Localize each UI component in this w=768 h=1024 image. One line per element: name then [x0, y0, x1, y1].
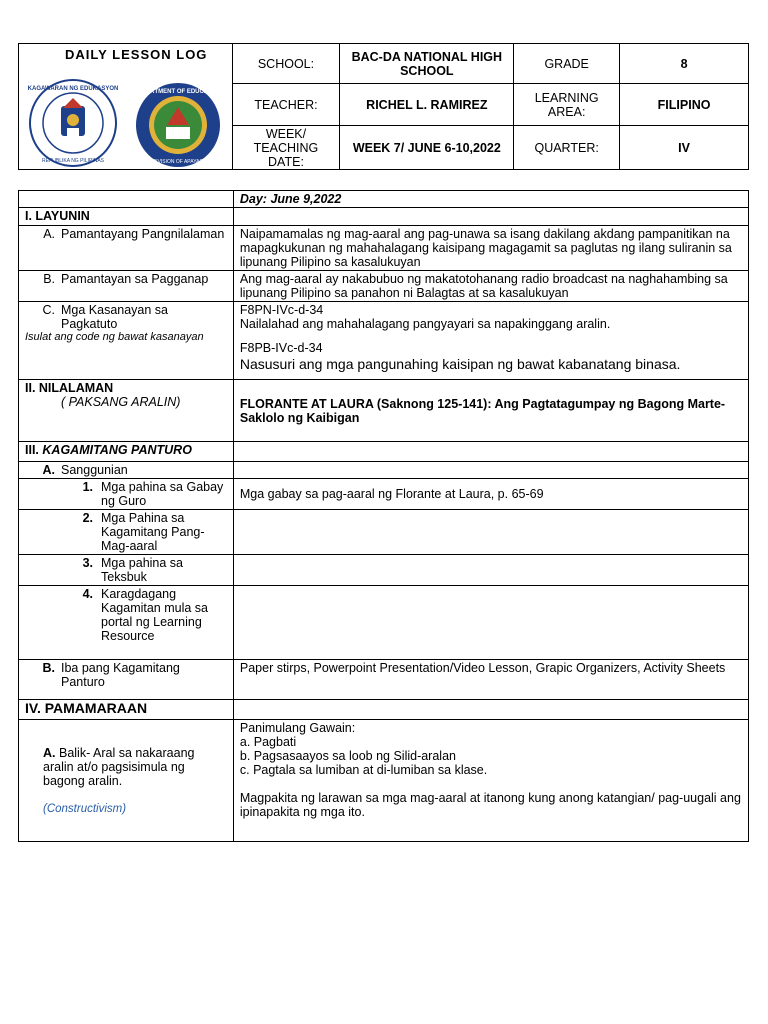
row-balik-aral: A. Balik- Aral sa nakaraang aralin at/o pagsisimula ng bagong aralin. (Constructivism) [19, 720, 234, 842]
week-value: WEEK 7/ JUNE 6-10,2022 [340, 126, 514, 170]
iba-pang-text: Paper stirps, Powerpoint Presentation/Video Lesson, Grapic Organizers, Activity Sheets [233, 660, 748, 700]
grade-label: GRADE [514, 44, 620, 84]
quarter-label: QUARTER: [514, 126, 620, 170]
section-pamamaraan: IV. PAMAMARAAN [19, 700, 234, 720]
row-resource-1: 1. Mga pahina sa Gabay ng Guro [19, 479, 234, 510]
section-kagamitan: III. KAGAMITANG PANTURO [19, 442, 234, 462]
page-title: DAILY LESSON LOG [65, 47, 208, 62]
quarter-value: IV [620, 126, 749, 170]
logo-cell [19, 44, 233, 170]
svg-text:DEPARTMENT OF EDUCATION: DEPARTMENT OF EDUCATION [133, 89, 223, 95]
empty-cell [233, 442, 748, 462]
row-text-a: Naipamamalas ng mag-aaral ang pag-unawa sa isang dakilang akdang pampanitikan na mapagkukunan ng mahahalagang kaisipang magagamit sa paglutas ng ilang suliranin sa lipunang Pilipino sa kasalukuyan [233, 226, 748, 271]
row-resource-2: 2. Mga Pahina sa Kagamitang Pang-Mag-aaral [19, 510, 234, 555]
resource-1-text: Mga gabay sa pag-aaral ng Florante at Laura, p. 65-69 [233, 479, 748, 510]
division-seal-icon [133, 81, 223, 169]
competency-2: Nasusuri ang mga pangunahing kaisipan ng bawat kabanatang binasa. [239, 356, 681, 372]
code-2: F8PB-IVc-d-34 [239, 341, 323, 355]
area-label: LEARNING AREA: [514, 84, 620, 126]
row-sanggunian: A. Sanggunian [19, 462, 234, 479]
header-table [18, 43, 749, 170]
row-label-a: A. Pamantayang Pangnilalaman [19, 226, 234, 271]
empty-cell [233, 208, 748, 226]
empty-cell [233, 510, 748, 555]
row-text-c [233, 302, 748, 380]
lesson-day: Day: June 9,2022 [233, 191, 748, 208]
week-label: WEEK/ TEACHING DATE: [232, 126, 340, 170]
teacher-value: RICHEL L. RAMIREZ [340, 84, 514, 126]
row-note-c: Isulat ang code ng bawat kasanayan [25, 331, 204, 343]
empty-cell [19, 191, 234, 208]
constructivism-note: (Constructivism) [43, 802, 127, 815]
topic-text: FLORANTE AT LAURA (Saknong 125-141): Ang Pagtatagumpay ng Bagong Marte-Saklolo ng Kaibigan [233, 380, 748, 442]
section-layunin: I. LAYUNIN [19, 208, 234, 226]
row-text-b: Ang mag-aaral ay nakabubuo ng makatotohanang radio broadcast na naghahambing sa lipunang Pilipino sa panahon ni Balagtas at sa kasalukuyan [233, 271, 748, 302]
area-value: FILIPINO [620, 84, 749, 126]
empty-cell [233, 586, 748, 660]
school-value: BAC-DA NATIONAL HIGH SCHOOL [340, 44, 514, 84]
deped-seal-icon [25, 78, 121, 168]
competency-1: Nailalahad ang mahahalagang pangyayari sa napakinggang aralin. [239, 317, 611, 331]
grade-value: 8 [620, 44, 749, 84]
svg-text:REPUBLIKA NG PILIPINAS: REPUBLIKA NG PILIPINAS [42, 158, 104, 164]
row-resource-3: 3. Mga pahina sa Teksbuk [19, 555, 234, 586]
row-label-c: C. Mga Kasanayan sa Pagkatuto Isulat ang code ng bawat kasanayan [19, 302, 234, 380]
svg-text:DIVISION OF APAYAO: DIVISION OF APAYAO [152, 159, 204, 165]
lesson-table [18, 190, 749, 842]
svg-text:KAGAWARAN NG EDUKASYON: KAGAWARAN NG EDUKASYON [27, 86, 119, 92]
balik-aral-text: Panimulang Gawain: a. Pagbati b. Pagsasaayos sa loob ng Silid-aralan c. Pagtala sa lumiban at di-lumiban sa klase. Magpakita ng larawan sa mga mag-aaral at itanong kung anong katangian/ pag-uugali ang ipinapakita ng mga ito. [233, 720, 748, 842]
row-label-b: B. Pamantayan sa Pagganap [19, 271, 234, 302]
section-nilalaman: II. NILALAMAN ( PAKSANG ARALIN) [19, 380, 234, 442]
school-label: SCHOOL: [232, 44, 340, 84]
empty-cell [233, 700, 748, 720]
empty-cell [233, 555, 748, 586]
teacher-label: TEACHER: [232, 84, 340, 126]
empty-cell [233, 462, 748, 479]
code-1: F8PN-IVc-d-34 [239, 303, 324, 317]
row-iba-pang: B. Iba pang Kagamitang Panturo [19, 660, 234, 700]
row-resource-4: 4. Karagdagang Kagamitan mula sa portal ng Learning Resource [19, 586, 234, 660]
